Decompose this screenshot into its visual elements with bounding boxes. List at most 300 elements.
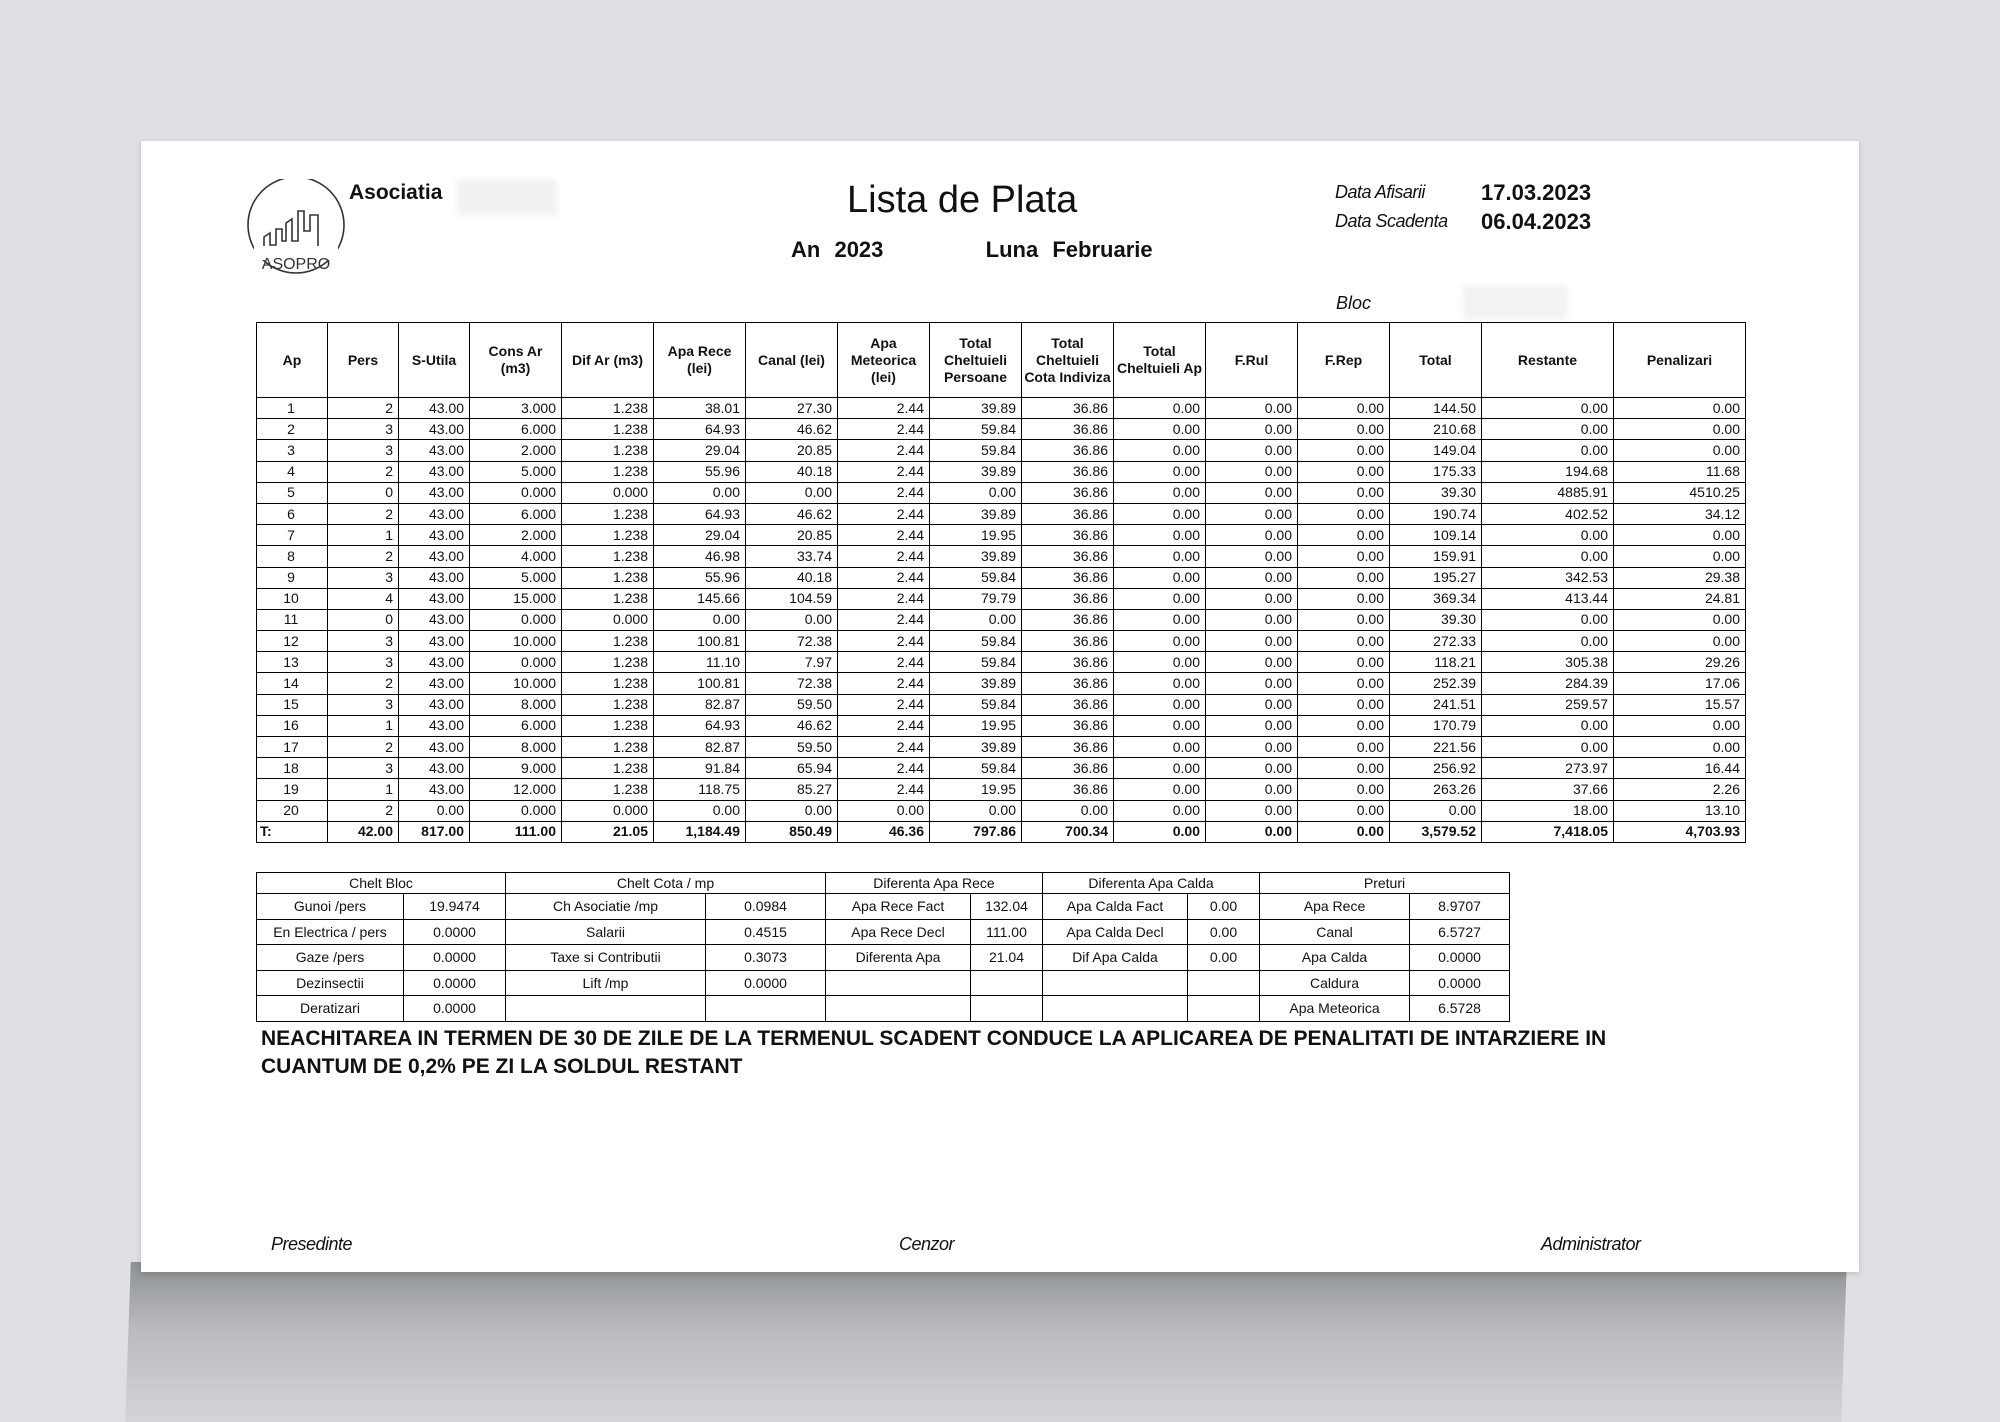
table-cell: 1 xyxy=(328,779,399,800)
billing-period xyxy=(791,237,1161,263)
table-cell: 369.34 xyxy=(1390,588,1482,609)
table-row xyxy=(257,715,1746,736)
table-cell: 1.238 xyxy=(562,440,654,461)
table-cell: 0.00 xyxy=(1614,609,1746,630)
table-cell: 6.000 xyxy=(470,503,562,524)
table-cell: 4510.25 xyxy=(1614,482,1746,503)
table-cell: 43.00 xyxy=(399,461,470,482)
table-cell: 34.12 xyxy=(1614,503,1746,524)
table-cell: 3 xyxy=(328,631,399,652)
table-cell: 36.86 xyxy=(1022,609,1114,630)
table-cell: 0.00 xyxy=(1298,503,1390,524)
table-cell: 20.85 xyxy=(746,525,838,546)
table-cell: 19.95 xyxy=(930,525,1022,546)
table-cell: 14 xyxy=(257,673,328,694)
table-cell: 1.238 xyxy=(562,715,654,736)
table-cell: 43.00 xyxy=(399,525,470,546)
table-cell: 0.00 xyxy=(838,800,930,821)
table-cell: 82.87 xyxy=(654,737,746,758)
preturi-header: Preturi xyxy=(1260,873,1510,894)
table-cell: 72.38 xyxy=(746,673,838,694)
table-cell: 0.00 xyxy=(1298,398,1390,419)
table-cell: 0.00 xyxy=(1206,673,1298,694)
summary-value: 132.04 xyxy=(971,894,1043,920)
table-row xyxy=(257,525,1746,546)
table-cell: 38.01 xyxy=(654,398,746,419)
table-cell: 284.39 xyxy=(1482,673,1614,694)
table-cell: 59.84 xyxy=(930,758,1022,779)
table-row xyxy=(257,673,1746,694)
table-cell: 149.04 xyxy=(1390,440,1482,461)
summary-value: 0.00 xyxy=(1188,894,1260,920)
table-cell: 413.44 xyxy=(1482,588,1614,609)
table-cell: 8.000 xyxy=(470,737,562,758)
table-cell: 241.51 xyxy=(1390,694,1482,715)
table-cell: 221.56 xyxy=(1390,737,1482,758)
table-cell: 18.00 xyxy=(1482,800,1614,821)
table-cell: 0.00 xyxy=(1482,398,1614,419)
payment-list-sheet xyxy=(141,141,1859,1272)
table-cell: 59.84 xyxy=(930,567,1022,588)
table-cell: 0.00 xyxy=(1614,525,1746,546)
table-cell: 55.96 xyxy=(654,567,746,588)
table-cell: 100.81 xyxy=(654,631,746,652)
table-cell: 9 xyxy=(257,567,328,588)
column-header: Apa Meteorica (lei) xyxy=(838,323,930,398)
table-cell: 2.44 xyxy=(838,461,930,482)
table-cell: 43.00 xyxy=(399,779,470,800)
table-cell: 0.00 xyxy=(1298,525,1390,546)
summary-value: 19.9474 xyxy=(404,894,506,920)
table-cell: 0.00 xyxy=(1114,631,1206,652)
table-cell: 0.00 xyxy=(1114,546,1206,567)
table-cell: 1.238 xyxy=(562,652,654,673)
summary-label: Apa Calda xyxy=(1260,945,1410,971)
table-cell: 43.00 xyxy=(399,631,470,652)
table-cell: 2.44 xyxy=(838,652,930,673)
due-date-value: 06.04.2023 xyxy=(1481,208,1592,234)
table-cell: 0.000 xyxy=(470,609,562,630)
table-cell: 0.00 xyxy=(1206,779,1298,800)
column-header: Ap xyxy=(257,323,328,398)
table-cell: 39.30 xyxy=(1390,482,1482,503)
table-cell: 6.000 xyxy=(470,419,562,440)
summary-value xyxy=(1188,996,1260,1022)
table-cell: 195.27 xyxy=(1390,567,1482,588)
summary-label: Deratizari xyxy=(257,996,404,1022)
table-cell: 19 xyxy=(257,779,328,800)
table-row xyxy=(257,419,1746,440)
table-cell: 0.00 xyxy=(1206,737,1298,758)
table-cell: 29.04 xyxy=(654,525,746,546)
table-cell: 43.00 xyxy=(399,440,470,461)
table-cell: 12.000 xyxy=(470,779,562,800)
table-cell: 263.26 xyxy=(1390,779,1482,800)
table-cell: 59.50 xyxy=(746,737,838,758)
total-cell: 700.34 xyxy=(1022,821,1114,842)
table-cell: 5.000 xyxy=(470,461,562,482)
table-cell: 0.00 xyxy=(1022,800,1114,821)
total-cell: T: xyxy=(257,821,328,842)
table-cell: 36.86 xyxy=(1022,758,1114,779)
summary-value: 0.0984 xyxy=(706,894,826,920)
table-cell: 91.84 xyxy=(654,758,746,779)
table-cell: 59.84 xyxy=(930,694,1022,715)
table-cell: 0.00 xyxy=(1298,631,1390,652)
table-cell: 0.00 xyxy=(1206,567,1298,588)
table-cell: 2.44 xyxy=(838,673,930,694)
table-cell: 33.74 xyxy=(746,546,838,567)
table-cell: 36.86 xyxy=(1022,588,1114,609)
table-cell: 0.00 xyxy=(1114,503,1206,524)
summary-row xyxy=(257,945,1510,971)
table-cell: 46.98 xyxy=(654,546,746,567)
table-cell: 15.57 xyxy=(1614,694,1746,715)
table-cell: 0.00 xyxy=(1206,525,1298,546)
total-cell: 4,703.93 xyxy=(1614,821,1746,842)
table-cell: 0.00 xyxy=(399,800,470,821)
table-cell: 0.00 xyxy=(1114,609,1206,630)
table-cell: 0.00 xyxy=(1482,609,1614,630)
table-cell: 5.000 xyxy=(470,567,562,588)
table-cell: 0.00 xyxy=(1206,715,1298,736)
table-cell: 0.00 xyxy=(1614,737,1746,758)
page-title: Lista de Plata xyxy=(847,179,1078,221)
table-cell: 1.238 xyxy=(562,631,654,652)
table-cell: 0.00 xyxy=(1206,652,1298,673)
table-cell: 3 xyxy=(328,652,399,673)
chelt-bloc-header: Chelt Bloc xyxy=(257,873,506,894)
summary-value: 0.0000 xyxy=(1410,945,1510,971)
table-cell: 64.93 xyxy=(654,419,746,440)
summary-value: 0.0000 xyxy=(404,945,506,971)
table-cell: 100.81 xyxy=(654,673,746,694)
table-cell: 20.85 xyxy=(746,440,838,461)
table-cell: 17 xyxy=(257,737,328,758)
table-cell: 29.38 xyxy=(1614,567,1746,588)
summary-value: 0.0000 xyxy=(404,996,506,1022)
table-cell: 0.00 xyxy=(1482,419,1614,440)
year-label: An xyxy=(791,237,821,262)
table-cell: 0.00 xyxy=(1298,779,1390,800)
table-cell: 24.81 xyxy=(1614,588,1746,609)
table-cell: 59.84 xyxy=(930,419,1022,440)
table-cell: 0.00 xyxy=(1614,398,1746,419)
table-cell: 29.04 xyxy=(654,440,746,461)
table-cell: 43.00 xyxy=(399,652,470,673)
table-cell: 13.10 xyxy=(1614,800,1746,821)
table-header-row xyxy=(257,323,1746,398)
table-cell: 175.33 xyxy=(1390,461,1482,482)
table-cell: 2.44 xyxy=(838,737,930,758)
table-cell: 2.44 xyxy=(838,694,930,715)
total-cell: 3,579.52 xyxy=(1390,821,1482,842)
table-cell: 0.00 xyxy=(1206,440,1298,461)
table-cell: 2.44 xyxy=(838,631,930,652)
summary-value: 0.00 xyxy=(1188,919,1260,945)
table-cell: 9.000 xyxy=(470,758,562,779)
summary-label: Apa Rece Fact xyxy=(826,894,971,920)
table-cell: 0.00 xyxy=(1298,694,1390,715)
table-cell: 109.14 xyxy=(1390,525,1482,546)
total-cell: 7,418.05 xyxy=(1482,821,1614,842)
table-cell: 29.26 xyxy=(1614,652,1746,673)
table-cell: 0.00 xyxy=(1298,588,1390,609)
table-cell: 59.84 xyxy=(930,631,1022,652)
table-cell: 2.000 xyxy=(470,440,562,461)
table-cell: 7 xyxy=(257,525,328,546)
due-date-label: Data Scadenta xyxy=(1335,211,1448,231)
table-cell: 1 xyxy=(328,525,399,546)
table-cell: 0.00 xyxy=(1614,419,1746,440)
table-cell: 2 xyxy=(257,419,328,440)
column-header: Total Cheltuieli Cota Indiviza xyxy=(1022,323,1114,398)
table-cell: 3 xyxy=(257,440,328,461)
table-cell: 0.00 xyxy=(1206,631,1298,652)
table-cell: 15 xyxy=(257,694,328,715)
table-cell: 0.00 xyxy=(1114,715,1206,736)
table-cell: 3.000 xyxy=(470,398,562,419)
total-cell: 21.05 xyxy=(562,821,654,842)
table-cell: 2 xyxy=(328,737,399,758)
summary-label: Apa Meteorica xyxy=(1260,996,1410,1022)
table-cell: 0.00 xyxy=(1114,694,1206,715)
table-cell: 2.26 xyxy=(1614,779,1746,800)
table-cell: 43.00 xyxy=(399,715,470,736)
table-row xyxy=(257,631,1746,652)
table-cell: 40.18 xyxy=(746,461,838,482)
table-cell: 3 xyxy=(328,694,399,715)
summary-label xyxy=(1043,996,1188,1022)
table-cell: 36.86 xyxy=(1022,419,1114,440)
table-cell: 159.91 xyxy=(1390,546,1482,567)
logo-text: ASOPRO xyxy=(261,256,331,273)
total-cell: 0.00 xyxy=(1114,821,1206,842)
table-cell: 2.44 xyxy=(838,525,930,546)
table-cell: 0.00 xyxy=(1206,461,1298,482)
table-cell: 85.27 xyxy=(746,779,838,800)
table-cell: 0.00 xyxy=(1114,461,1206,482)
table-cell: 36.86 xyxy=(1022,652,1114,673)
table-cell: 144.50 xyxy=(1390,398,1482,419)
table-cell: 36.86 xyxy=(1022,567,1114,588)
table-cell: 36.86 xyxy=(1022,694,1114,715)
table-row xyxy=(257,737,1746,758)
table-cell: 16 xyxy=(257,715,328,736)
table-cell: 0.00 xyxy=(1206,800,1298,821)
table-cell: 1.238 xyxy=(562,694,654,715)
summary-value: 0.3073 xyxy=(706,945,826,971)
table-cell: 11.68 xyxy=(1614,461,1746,482)
summary-row xyxy=(257,919,1510,945)
table-cell: 0.00 xyxy=(746,609,838,630)
table-cell: 55.96 xyxy=(654,461,746,482)
table-cell: 210.68 xyxy=(1390,419,1482,440)
table-row xyxy=(257,779,1746,800)
table-cell: 39.89 xyxy=(930,546,1022,567)
president-signature: Presedinte xyxy=(271,1234,353,1254)
summary-label: Salarii xyxy=(506,919,706,945)
page-curl-shadow xyxy=(125,1262,1847,1422)
table-cell: 0.00 xyxy=(1298,482,1390,503)
summary-label xyxy=(1043,970,1188,996)
table-cell: 252.39 xyxy=(1390,673,1482,694)
summary-label: Canal xyxy=(1260,919,1410,945)
table-cell: 0.00 xyxy=(1298,546,1390,567)
table-cell: 72.38 xyxy=(746,631,838,652)
administrator-signature: Administrator xyxy=(1541,1234,1641,1254)
table-cell: 0.000 xyxy=(470,482,562,503)
posted-date-label: Data Afisarii xyxy=(1335,182,1425,202)
bloc-value-redacted xyxy=(1463,285,1567,319)
column-header: Total xyxy=(1390,323,1482,398)
table-cell: 2 xyxy=(328,800,399,821)
total-cell: 0.00 xyxy=(1206,821,1298,842)
year-value: 2023 xyxy=(834,237,884,262)
summary-value xyxy=(971,970,1043,996)
table-cell: 145.66 xyxy=(654,588,746,609)
table-cell: 0.00 xyxy=(1114,779,1206,800)
table-cell: 0.00 xyxy=(746,482,838,503)
table-row xyxy=(257,694,1746,715)
summary-value xyxy=(706,996,826,1022)
table-cell: 0.00 xyxy=(1206,398,1298,419)
table-cell: 39.30 xyxy=(1390,609,1482,630)
table-cell: 36.86 xyxy=(1022,525,1114,546)
table-cell: 0.00 xyxy=(1206,609,1298,630)
table-cell: 2.44 xyxy=(838,715,930,736)
table-cell: 2.44 xyxy=(838,546,930,567)
table-row xyxy=(257,398,1746,419)
summary-row xyxy=(257,970,1510,996)
column-header: Pers xyxy=(328,323,399,398)
summary-label: Caldura xyxy=(1260,970,1410,996)
table-cell: 43.00 xyxy=(399,737,470,758)
table-cell: 0.00 xyxy=(1482,715,1614,736)
table-cell: 2.44 xyxy=(838,779,930,800)
table-cell: 0.00 xyxy=(1114,482,1206,503)
column-header: Canal (lei) xyxy=(746,323,838,398)
table-cell: 256.92 xyxy=(1390,758,1482,779)
table-cell: 12 xyxy=(257,631,328,652)
table-cell: 0.00 xyxy=(1114,673,1206,694)
totals-row xyxy=(257,821,1746,842)
column-header: F.Rep xyxy=(1298,323,1390,398)
summary-label: Gaze /pers xyxy=(257,945,404,971)
table-cell: 16.44 xyxy=(1614,758,1746,779)
table-cell: 1.238 xyxy=(562,758,654,779)
table-cell: 0.00 xyxy=(1114,525,1206,546)
table-cell: 1.238 xyxy=(562,398,654,419)
summary-label xyxy=(506,996,706,1022)
table-cell: 1 xyxy=(257,398,328,419)
table-cell: 0.00 xyxy=(1482,525,1614,546)
table-cell: 79.79 xyxy=(930,588,1022,609)
summary-label: Apa Calda Decl xyxy=(1043,919,1188,945)
posted-date-value: 17.03.2023 xyxy=(1481,179,1592,205)
table-cell: 1.238 xyxy=(562,567,654,588)
table-cell: 36.86 xyxy=(1022,715,1114,736)
table-cell: 82.87 xyxy=(654,694,746,715)
table-cell: 0.00 xyxy=(1614,440,1746,461)
table-cell: 11.10 xyxy=(654,652,746,673)
table-cell: 18 xyxy=(257,758,328,779)
table-cell: 0.00 xyxy=(1298,440,1390,461)
table-cell: 2.44 xyxy=(838,609,930,630)
table-cell: 43.00 xyxy=(399,673,470,694)
month-value: Februarie xyxy=(1052,237,1153,262)
table-row xyxy=(257,609,1746,630)
table-cell: 0.00 xyxy=(1298,567,1390,588)
table-cell: 65.94 xyxy=(746,758,838,779)
table-row xyxy=(257,482,1746,503)
summary-header-row xyxy=(257,873,1510,894)
summary-label: Apa Rece Decl xyxy=(826,919,971,945)
summary-value: 6.5727 xyxy=(1410,919,1510,945)
table-cell: 0.00 xyxy=(1614,715,1746,736)
table-cell: 0.000 xyxy=(562,800,654,821)
table-cell: 43.00 xyxy=(399,758,470,779)
table-cell: 4.000 xyxy=(470,546,562,567)
table-cell: 0.000 xyxy=(562,609,654,630)
table-cell: 3 xyxy=(328,758,399,779)
total-cell: 42.00 xyxy=(328,821,399,842)
table-cell: 0.00 xyxy=(1298,715,1390,736)
table-cell: 1.238 xyxy=(562,419,654,440)
summary-label: Dif Apa Calda xyxy=(1043,945,1188,971)
summary-label: Lift /mp xyxy=(506,970,706,996)
table-row xyxy=(257,546,1746,567)
summary-label xyxy=(826,970,971,996)
table-cell: 0.00 xyxy=(1114,419,1206,440)
table-cell: 10 xyxy=(257,588,328,609)
table-cell: 59.50 xyxy=(746,694,838,715)
table-cell: 0.00 xyxy=(1390,800,1482,821)
table-cell: 0.00 xyxy=(746,800,838,821)
table-cell: 1.238 xyxy=(562,779,654,800)
table-cell: 2 xyxy=(328,546,399,567)
table-cell: 1 xyxy=(328,715,399,736)
table-cell: 20 xyxy=(257,800,328,821)
table-cell: 36.86 xyxy=(1022,779,1114,800)
table-cell: 8 xyxy=(257,546,328,567)
table-cell: 118.21 xyxy=(1390,652,1482,673)
table-row xyxy=(257,461,1746,482)
table-cell: 36.86 xyxy=(1022,546,1114,567)
column-header: Apa Rece (lei) xyxy=(654,323,746,398)
table-cell: 2 xyxy=(328,673,399,694)
table-cell: 0.000 xyxy=(470,800,562,821)
table-cell: 0.00 xyxy=(1206,419,1298,440)
total-cell: 817.00 xyxy=(399,821,470,842)
table-cell: 2.44 xyxy=(838,588,930,609)
table-cell: 0.00 xyxy=(1206,758,1298,779)
table-cell: 170.79 xyxy=(1390,715,1482,736)
table-cell: 3 xyxy=(328,440,399,461)
table-cell: 0.00 xyxy=(654,482,746,503)
bloc-label: Bloc xyxy=(1336,293,1372,313)
table-cell: 0.00 xyxy=(1298,419,1390,440)
table-cell: 39.89 xyxy=(930,503,1022,524)
table-cell: 0.000 xyxy=(562,482,654,503)
table-cell: 194.68 xyxy=(1482,461,1614,482)
table-cell: 0.00 xyxy=(1206,503,1298,524)
column-header: Cons Ar (m3) xyxy=(470,323,562,398)
table-cell: 40.18 xyxy=(746,567,838,588)
table-row xyxy=(257,652,1746,673)
summary-label: Gunoi /pers xyxy=(257,894,404,920)
summary-value: 0.4515 xyxy=(706,919,826,945)
